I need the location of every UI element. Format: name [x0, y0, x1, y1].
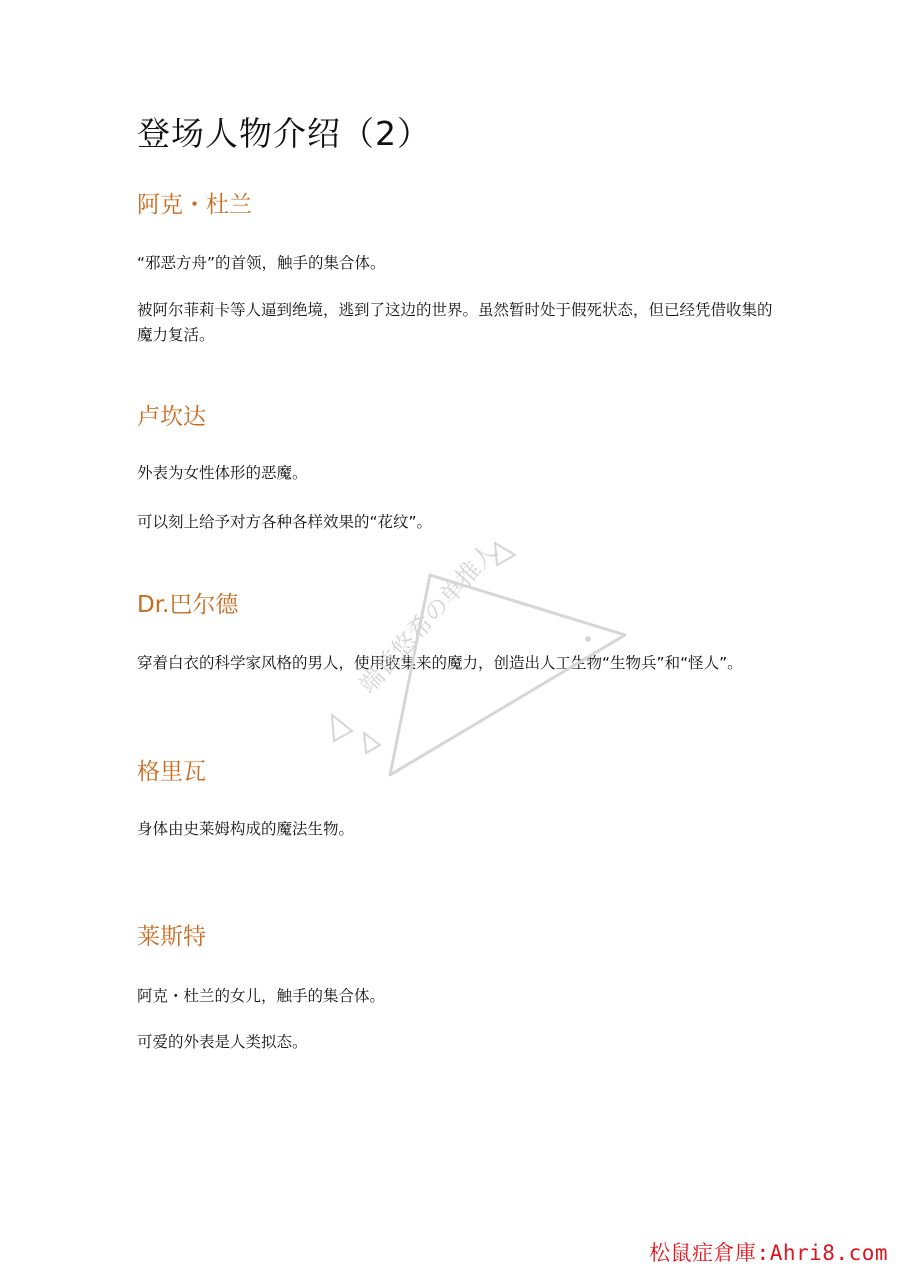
character-description: “邪恶方舟”的首领，触手的集合体。 [137, 254, 386, 272]
character-name-lucanda: 卢坎达 [137, 404, 206, 430]
watermark-text: 端首悠希の单推人 [353, 537, 503, 700]
character-description: 被阿尔菲莉卡等人逼到绝境，逃到了这边的世界。虽然暂时处于假死状态，但已经凭借收集的魔力复活。 [137, 301, 773, 344]
character-description: 可爱的外表是人类拟态。 [137, 1033, 308, 1051]
site-watermark-link: 松鼠症倉庫:Ahri8.com [649, 1241, 888, 1265]
character-name-griva: 格里瓦 [137, 759, 206, 785]
character-description: 身体由史莱姆构成的魔法生物。 [137, 820, 355, 838]
character-description: 穿着白衣的科学家风格的男人，使用收集来的魔力，创造出人工生物“生物兵”和“怪人”。 [137, 654, 743, 672]
character-name-lester: 莱斯特 [137, 924, 206, 950]
character-description: 可以刻上给予对方各种各样效果的“花纹”。 [137, 513, 433, 531]
character-name-dr-bald: Dr.巴尔德 [137, 592, 239, 618]
page-title: 登场人物介绍（2） [137, 114, 431, 153]
character-description: 阿克・杜兰的女儿，触手的集合体。 [137, 987, 386, 1005]
character-name-ak-duran: 阿克・杜兰 [137, 192, 252, 218]
character-description: 外表为女性体形的恶魔。 [137, 464, 308, 482]
